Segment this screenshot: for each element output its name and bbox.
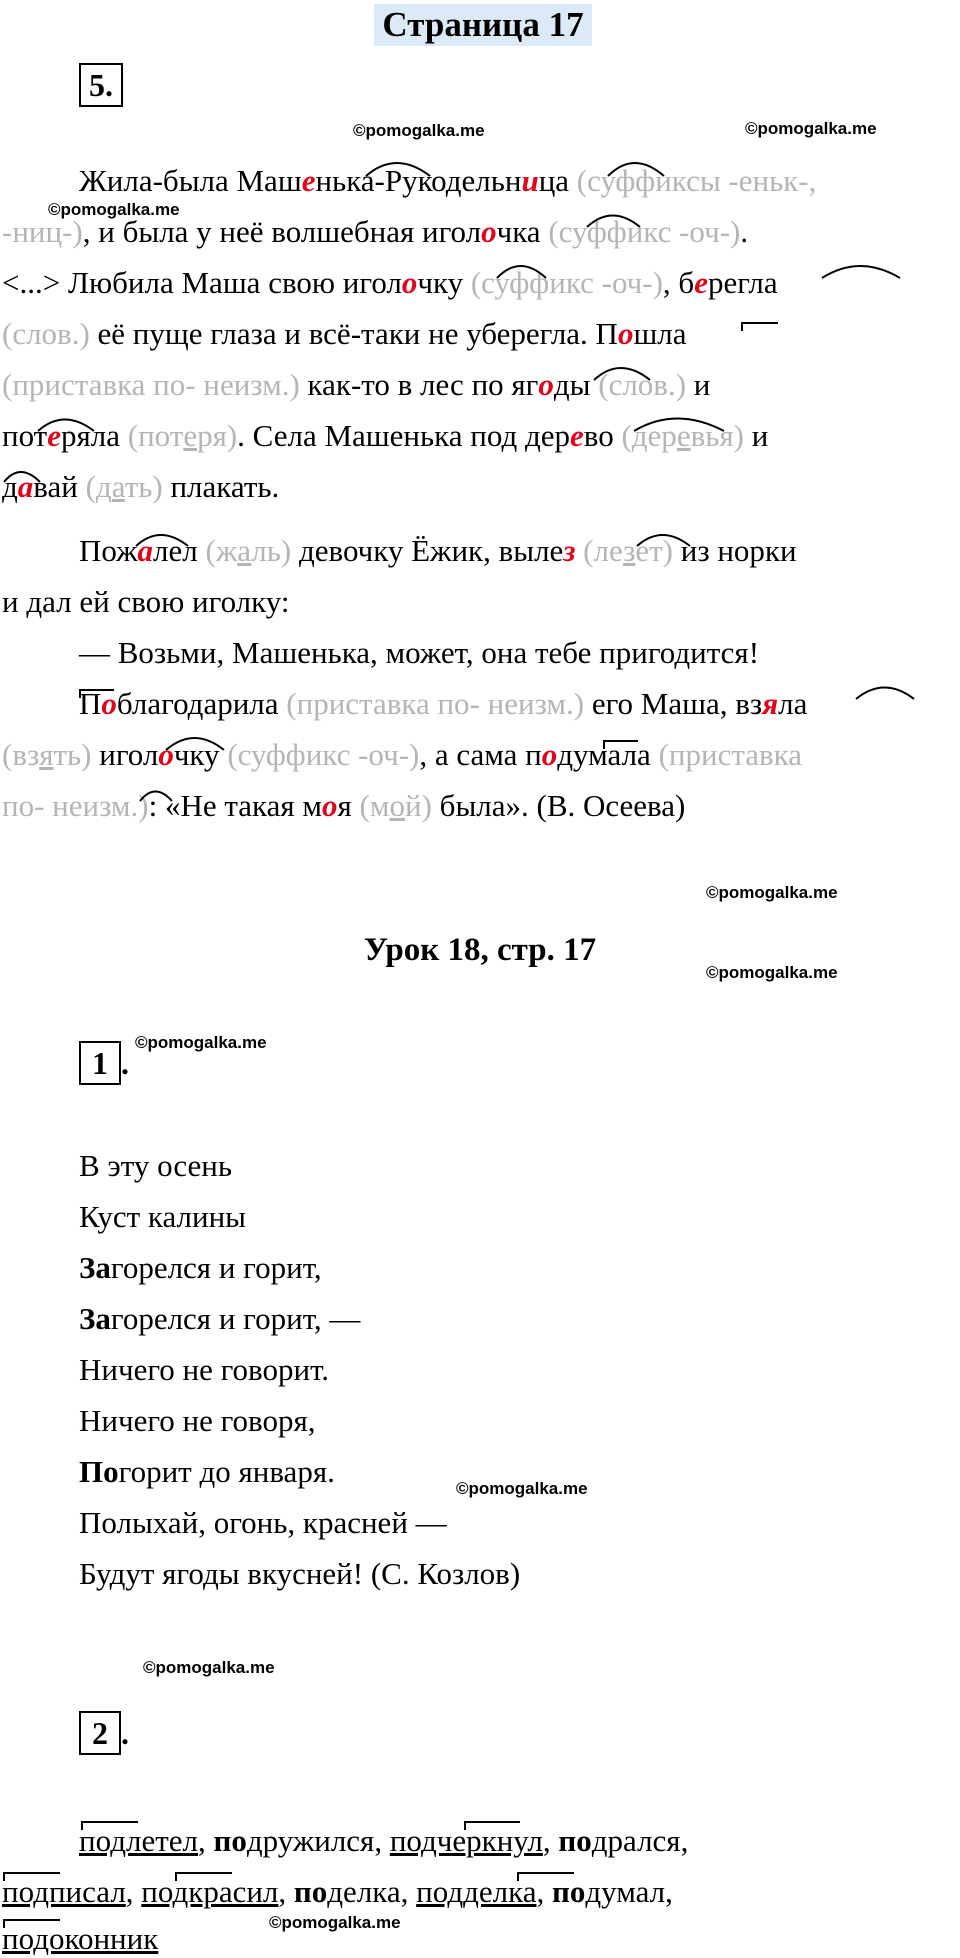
text-line: Жила-была Машенька-Рукодельница (суффиксы -еньк-, <box>79 163 817 198</box>
prefix-bracket <box>4 1920 60 1928</box>
poem-line: Загорелся и горит, — <box>79 1301 361 1336</box>
word: подкрасил <box>141 1874 279 1909</box>
text-line: <...> Любила Маша свою иголочку (суффикс -оч-), берегла <box>2 265 778 300</box>
text-line: Пожалел (жаль) девочку Ёжик, вылез (лезет) из норки <box>79 533 797 568</box>
word-line: подписал, подкрасил, поделка, подделка, подумал, <box>2 1874 673 1909</box>
poem-line: Куст калины <box>79 1199 247 1234</box>
watermark: ©pomogalka.me <box>135 1033 267 1052</box>
lesson-title: Урок 18, стр. 17 <box>363 932 597 968</box>
watermark: ©pomogalka.me <box>269 1913 401 1932</box>
poem-line: Загорелся и горит, <box>79 1250 322 1285</box>
watermark: ©pomogalka.me <box>706 963 838 982</box>
watermark: ©pomogalka.me <box>745 119 877 138</box>
text-line: -ниц-), и была у неё волшебная иголочка (суффикс -оч-). <box>2 214 749 249</box>
watermark: ©pomogalka.me <box>143 1658 275 1677</box>
poem-line: Будут ягоды вкусней! (С. Козлов) <box>79 1556 521 1591</box>
word: подчеркнул <box>389 1823 543 1858</box>
text-line: (взять) иголочку (суффикс -оч-), а сама подумала (приставка <box>2 737 802 772</box>
poem-line: В эту осень <box>79 1148 233 1183</box>
poem-line: Погорит до января. <box>79 1454 335 1489</box>
page-title: Страница 17 <box>374 4 592 46</box>
task-number-1: 1 . <box>79 1041 129 1085</box>
word-line: подлетел, подружился, подчеркнул, подрался, <box>79 1823 689 1858</box>
prefix-bracket <box>82 1822 138 1830</box>
poem-line: Полыхай, огонь, красней — <box>79 1505 447 1540</box>
text-line: и дал ей свою иголку: <box>2 584 290 619</box>
prefix-bracket <box>465 1822 520 1830</box>
word: подоконник <box>2 1921 159 1956</box>
text-line: потеряла (потеря). Села Машенька под дерево (деревья) и <box>2 418 769 453</box>
text-line: — Возьми, Машенька, может, она тебе пригодится! <box>79 635 760 670</box>
prefix-bracket <box>176 1873 232 1881</box>
watermark: ©pomogalka.me <box>456 1479 588 1498</box>
poem-line: Ничего не говорит. <box>79 1352 330 1387</box>
task-number-5: 5. <box>79 63 123 107</box>
text-line: (приставка по- неизм.) как-то в лес по ягоды (слов.) и <box>2 367 711 402</box>
word: подписал <box>2 1874 126 1909</box>
prefix-bracket <box>4 1873 60 1881</box>
text-line: Поблагодарила (приставка по- неизм.) его Маша, взяла <box>79 686 808 721</box>
watermark: ©pomogalka.me <box>706 883 838 902</box>
prefix-bracket <box>518 1873 574 1881</box>
word: подделка <box>416 1874 537 1909</box>
text-line: давай (дать) плакать. <box>2 469 280 504</box>
poem-line: Ничего не говоря, <box>79 1403 316 1438</box>
text-line: (слов.) её пуще глаза и всё-таки не уберегла. Пошла <box>2 316 687 351</box>
watermark: ©pomogalka.me <box>353 121 485 140</box>
watermark: ©pomogalka.me <box>48 200 180 219</box>
word: подлетел <box>79 1823 198 1858</box>
text-line: по- неизм.): «Не такая моя (мой) была». (В. Осеева) <box>2 788 686 823</box>
task-number-2: 2 . <box>79 1711 129 1755</box>
